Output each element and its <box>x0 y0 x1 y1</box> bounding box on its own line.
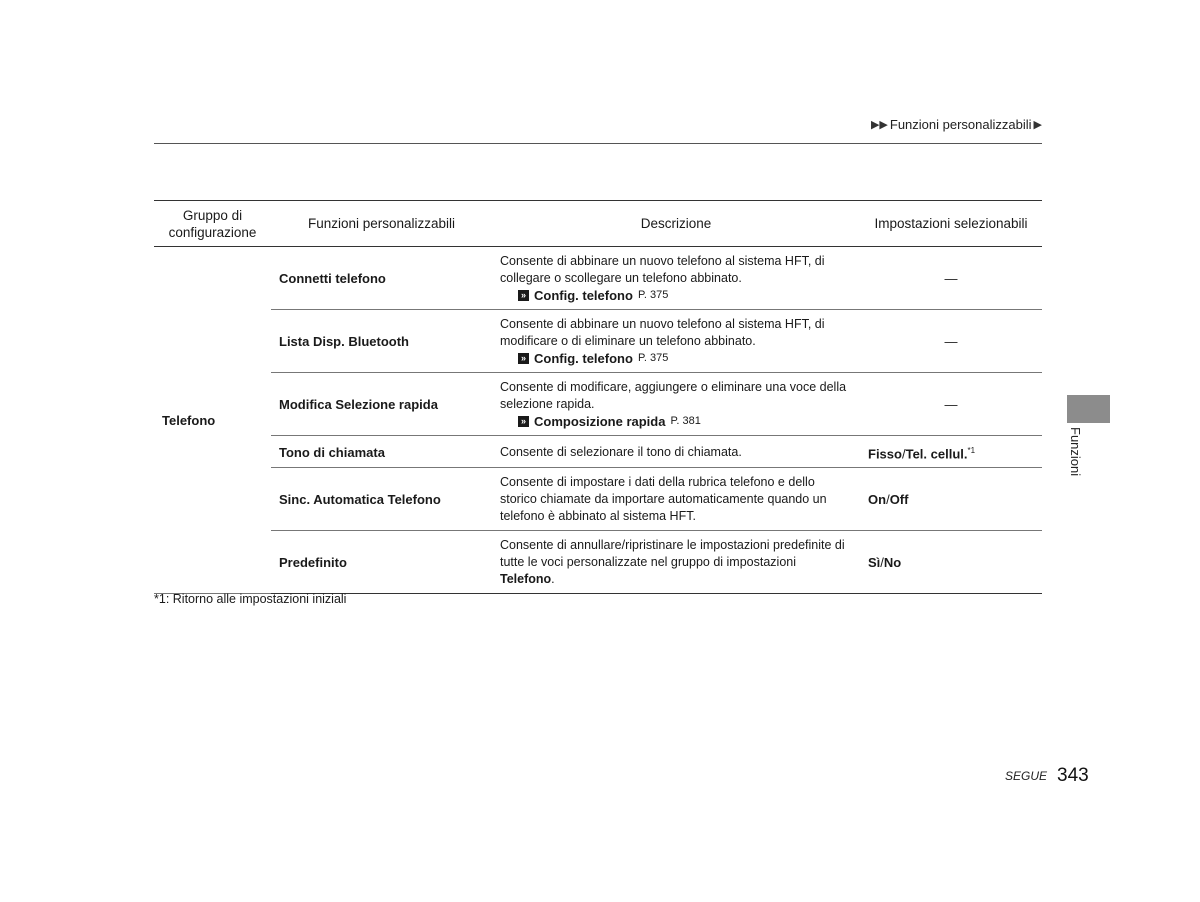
setting-separator: / <box>886 492 890 508</box>
description-end: . <box>551 572 555 587</box>
page-number: 343 <box>1057 765 1089 786</box>
description-text: Consente di selezionare il tono di chiamata. <box>500 444 742 459</box>
setting-cell: — <box>860 373 1042 436</box>
section-tab <box>1067 395 1110 423</box>
description-text: Consente di modificare, aggiungere o eliminare una voce della selezione rapida. <box>500 380 847 411</box>
setting-option-a: Fisso <box>868 446 902 462</box>
table-row <box>154 247 1042 310</box>
table-header-row <box>154 201 1042 247</box>
description-bold-text: Telefono <box>500 572 552 587</box>
setting-option-b: No <box>883 555 902 571</box>
table-row <box>154 468 1042 531</box>
description-text: Consente di abbinare un nuovo telefono al sistema HFT, di modificare o di eliminare un telefono abbinato. <box>500 317 825 348</box>
triangle-right-icon: ▶ <box>1033 119 1042 131</box>
column-header-description: Descrizione <box>492 201 860 247</box>
description-text: Consente di impostare i dati della rubrica telefono e dello storico chiamate da importare automaticamente quando un telefono è abbinato al sistema HFT. <box>500 475 827 524</box>
reference-page: P. 381 <box>670 415 701 427</box>
continued-label: SEGUE <box>1005 769 1048 783</box>
table-row <box>154 436 1042 468</box>
feature-name: Modifica Selezione rapida <box>271 373 492 436</box>
reference-arrow-icon: » <box>518 290 529 301</box>
description-text: Consente di abbinare un nuovo telefono al sistema HFT, di collegare o scollegare un telefono abbinato. <box>500 254 825 285</box>
setting-cell: — <box>860 247 1042 310</box>
setting-cell: — <box>860 310 1042 373</box>
column-header-setting: Impostazioni selezionabili <box>860 201 1042 247</box>
reference-arrow-icon: » <box>518 416 529 427</box>
description-cell <box>492 310 860 373</box>
description-text: Consente di annullare/ripristinare le impostazioni predefinite di tutte le voci personalizzate nel gruppo di impostazioni <box>500 538 845 570</box>
setting-option-a: Sì <box>868 555 881 571</box>
setting-cell <box>860 531 1042 594</box>
setting-option-b: Off <box>889 492 909 508</box>
reference-arrow-icon: » <box>518 353 529 364</box>
page-reference <box>500 413 852 430</box>
table-row <box>154 531 1042 594</box>
settings-table <box>154 200 1042 594</box>
breadcrumb <box>871 117 1042 132</box>
header-rule <box>154 143 1042 144</box>
footnote-marker: *1 <box>967 446 976 455</box>
breadcrumb-title: Funzioni personalizzabili <box>889 117 1032 132</box>
feature-name: Connetti telefono <box>271 247 492 310</box>
feature-name: Lista Disp. Bluetooth <box>271 310 492 373</box>
triangle-right-icon: ▶▶ <box>870 119 888 131</box>
reference-title: Config. telefono <box>534 351 633 366</box>
section-tab-label: Funzioni <box>1068 427 1083 477</box>
footnote: *1: Ritorno alle impostazioni iniziali <box>154 592 347 606</box>
column-header-group: Gruppo di configurazione <box>154 201 271 247</box>
page-reference <box>500 350 852 367</box>
setting-cell <box>860 436 1042 468</box>
reference-title: Composizione rapida <box>534 414 666 429</box>
description-cell <box>492 436 860 468</box>
table-row <box>154 310 1042 373</box>
reference-title: Config. telefono <box>534 288 633 303</box>
page-reference <box>500 287 852 304</box>
description-cell <box>492 373 860 436</box>
setting-cell <box>860 468 1042 531</box>
description-cell <box>492 247 860 310</box>
reference-page: P. 375 <box>637 289 669 301</box>
feature-name: Tono di chiamata <box>271 436 492 468</box>
feature-name: Predefinito <box>271 531 492 594</box>
description-cell <box>492 531 860 594</box>
column-header-feature: Funzioni personalizzabili <box>271 201 492 247</box>
feature-name: Sinc. Automatica Telefono <box>271 468 492 531</box>
setting-separator: / <box>901 446 906 462</box>
setting-option-a: On <box>868 492 887 508</box>
setting-separator: / <box>880 555 884 571</box>
table-row <box>154 373 1042 436</box>
setting-option-b: Tel. cellul. <box>905 446 968 462</box>
description-cell <box>492 468 860 531</box>
group-cell: Telefono <box>154 247 271 594</box>
reference-page: P. 375 <box>637 352 669 364</box>
